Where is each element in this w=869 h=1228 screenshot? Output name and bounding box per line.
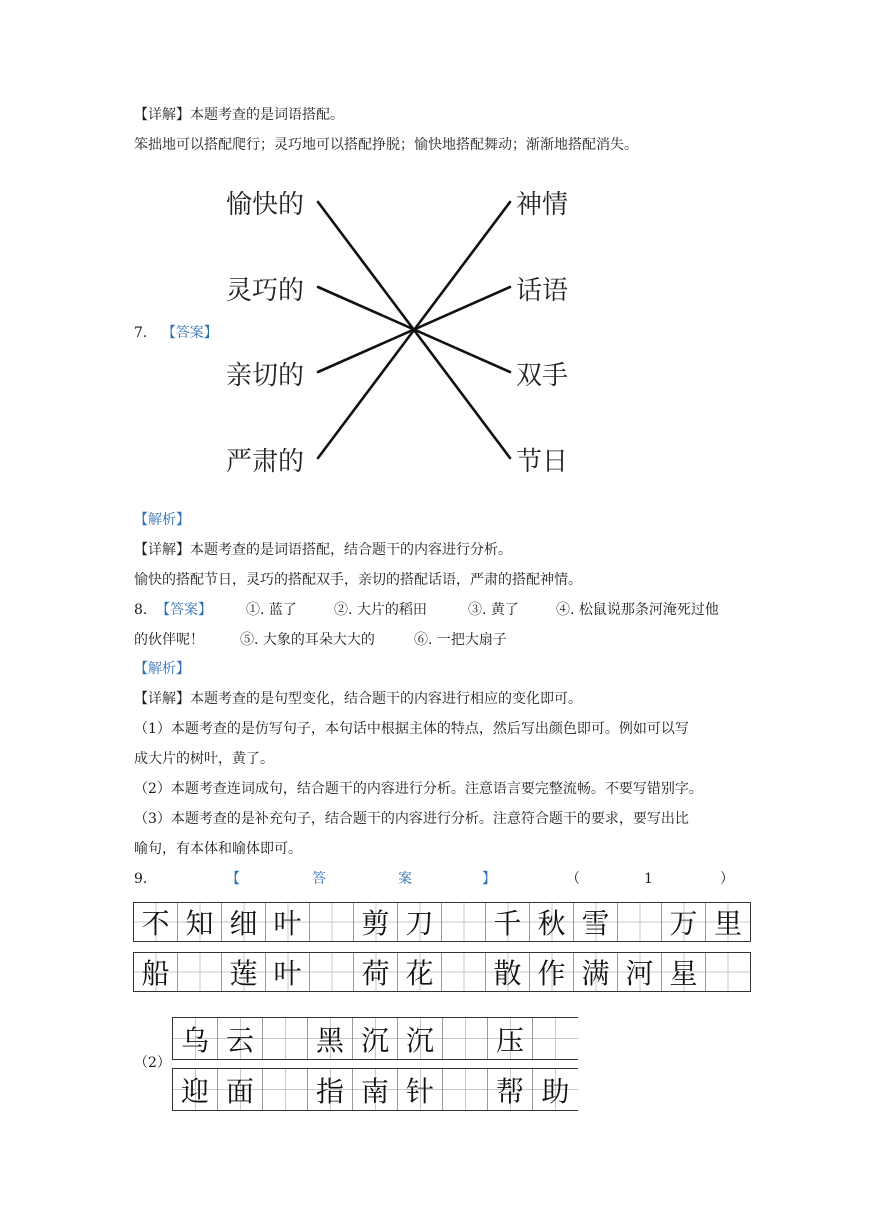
q7-detail-text: 本题考查的是词语搭配，结合题干的内容进行分析。 [190,542,512,558]
grid-cell: 满 [574,953,618,991]
q8-item-6: ⑥. 一把大扇子 [414,632,507,648]
q8-paragraph-1a: （1）本题考查的是仿写句子，本句话中根据主体的特点，然后写出颜色即可。例如可以写 [134,721,689,737]
q8-analysis-label: 【解析】 [134,661,190,677]
q7-answer-line [134,324,218,342]
grid-cell: 叶 [266,903,310,941]
grid-cell: 助 [533,1069,578,1110]
grid2-row-1 [172,1017,578,1060]
q7-detail-line [134,541,512,559]
grid1-row-2 [133,952,751,992]
grid-cell: 面 [218,1069,263,1110]
q9-answer-char-2: 答 [312,871,326,887]
grid-cell: 针 [398,1069,443,1110]
grid-cell: 刀 [398,903,442,941]
q8-paragraph-1b: 成大片的树叶，黄了。 [134,751,274,767]
q9-part1-open: （ [566,871,580,887]
grid-cell [442,903,486,941]
grid-cell: 雪 [574,903,618,941]
grid-cell: 星 [662,953,706,991]
answer-grid-2 [172,1017,578,1111]
detail-text: 本题考查的是词语搭配。 [190,107,344,123]
q9-part2-label: （2） [134,1055,171,1071]
right-word-4: 节日 [516,447,569,477]
grid-cell [443,1069,488,1110]
grid-cell: 沉 [353,1018,398,1059]
detail-label: 【详解】 [134,107,190,123]
q8-paragraph-3b: 喻句，有本体和喻体即可。 [134,841,302,857]
q8-item-1: ①. 蓝了 [246,602,297,618]
q8-detail-line [134,690,582,708]
q7-answer-label: 【答案】 [161,325,218,341]
grid-cell: 指 [308,1069,353,1110]
q8-paragraph-2: （2）本题考查连词成句，结合题干的内容进行分析。注意语言要完整流畅。不要写错别字。 [134,781,703,797]
grid-cell: 船 [134,953,178,991]
right-word-2: 话语 [516,276,569,306]
right-word-1: 神情 [516,190,569,220]
grid1-row-1 [133,902,751,942]
q8-detail-label: 【详解】 [134,691,190,707]
grid-cell: 莲 [222,953,266,991]
q7-number: 7. [134,325,148,341]
q7-explanation: 愉快的搭配节日，灵巧的搭配双手，亲切的搭配话语，严肃的搭配神情。 [134,572,582,588]
grid-cell: 河 [618,953,662,991]
grid-cell: 细 [222,903,266,941]
grid-cell [263,1018,308,1059]
grid-cell: 云 [218,1018,263,1059]
q9-answer-char-3: 案 [398,871,412,887]
grid-cell [442,953,486,991]
q8-number: 8. [134,602,148,618]
grid-cell: 知 [178,903,222,941]
grid2-row-2 [172,1068,578,1111]
match-line-1 [318,202,510,458]
q8-detail-text: 本题考查的是句型变化，结合题干的内容进行相应的变化即可。 [190,691,582,707]
grid-cell [178,953,222,991]
grid-cell: 压 [488,1018,533,1059]
q8-paragraph-3a: （3）本题考查的是补充句子，结合题干的内容进行分析。注意符合题干的要求，要写出比 [134,811,689,827]
grid-cell [310,903,354,941]
grid-cell [443,1018,488,1059]
q8-item-2: ②. 大片的稻田 [334,602,427,618]
grid-cell: 秋 [530,903,574,941]
q7-detail-label: 【详解】 [134,542,190,558]
grid-cell: 不 [134,903,178,941]
q8-line2-start: 的伙伴呢！ [134,632,204,648]
q7-analysis-label: 【解析】 [134,512,190,528]
grid-cell: 散 [486,953,530,991]
q8-answer-label: 【答案】 [156,602,212,618]
grid-cell: 叶 [266,953,310,991]
q8-item-5: ⑤. 大象的耳朵大大的 [240,632,375,648]
q9-answer-char-4: 】 [482,871,496,887]
q8-item-3: ③. 黄了 [468,602,519,618]
q9-part1-number: 1 [644,871,653,887]
match-line-2 [318,287,510,372]
grid-cell: 作 [530,953,574,991]
grid-cell: 迎 [173,1069,218,1110]
grid-cell: 万 [662,903,706,941]
match-line-3 [318,287,510,372]
grid-cell: 荷 [354,953,398,991]
left-word-2: 灵巧的 [226,276,305,306]
grid-cell: 花 [398,953,442,991]
grid-cell: 乌 [173,1018,218,1059]
grid-cell [310,953,354,991]
explanation-line: 笨拙地可以搭配爬行；灵巧地可以搭配挣脱；愉快地搭配舞动；渐渐地搭配消失。 [134,137,638,153]
grid-cell [263,1069,308,1110]
grid-cell: 帮 [488,1069,533,1110]
q8-item-4: ④. 松鼠说那条河淹死过他 [556,602,719,618]
q9-number: 9. [134,871,148,887]
grid-cell [706,953,750,991]
right-word-3: 双手 [516,361,569,391]
left-word-4: 严肃的 [226,447,305,477]
grid-cell: 沉 [398,1018,443,1059]
grid-cell [533,1018,578,1059]
left-word-1: 愉快的 [226,190,305,220]
q9-answer-char-1: 【 [226,871,240,887]
grid-cell [618,903,662,941]
grid-cell: 南 [353,1069,398,1110]
left-word-3: 亲切的 [226,361,305,391]
grid-cell: 里 [706,903,750,941]
match-line-4 [318,202,510,458]
detail-line [134,106,344,124]
grid-cell: 千 [486,903,530,941]
grid-cell: 黑 [308,1018,353,1059]
q9-part1-close: ） [720,871,734,887]
answer-grid-1 [133,902,751,992]
grid-cell: 剪 [354,903,398,941]
